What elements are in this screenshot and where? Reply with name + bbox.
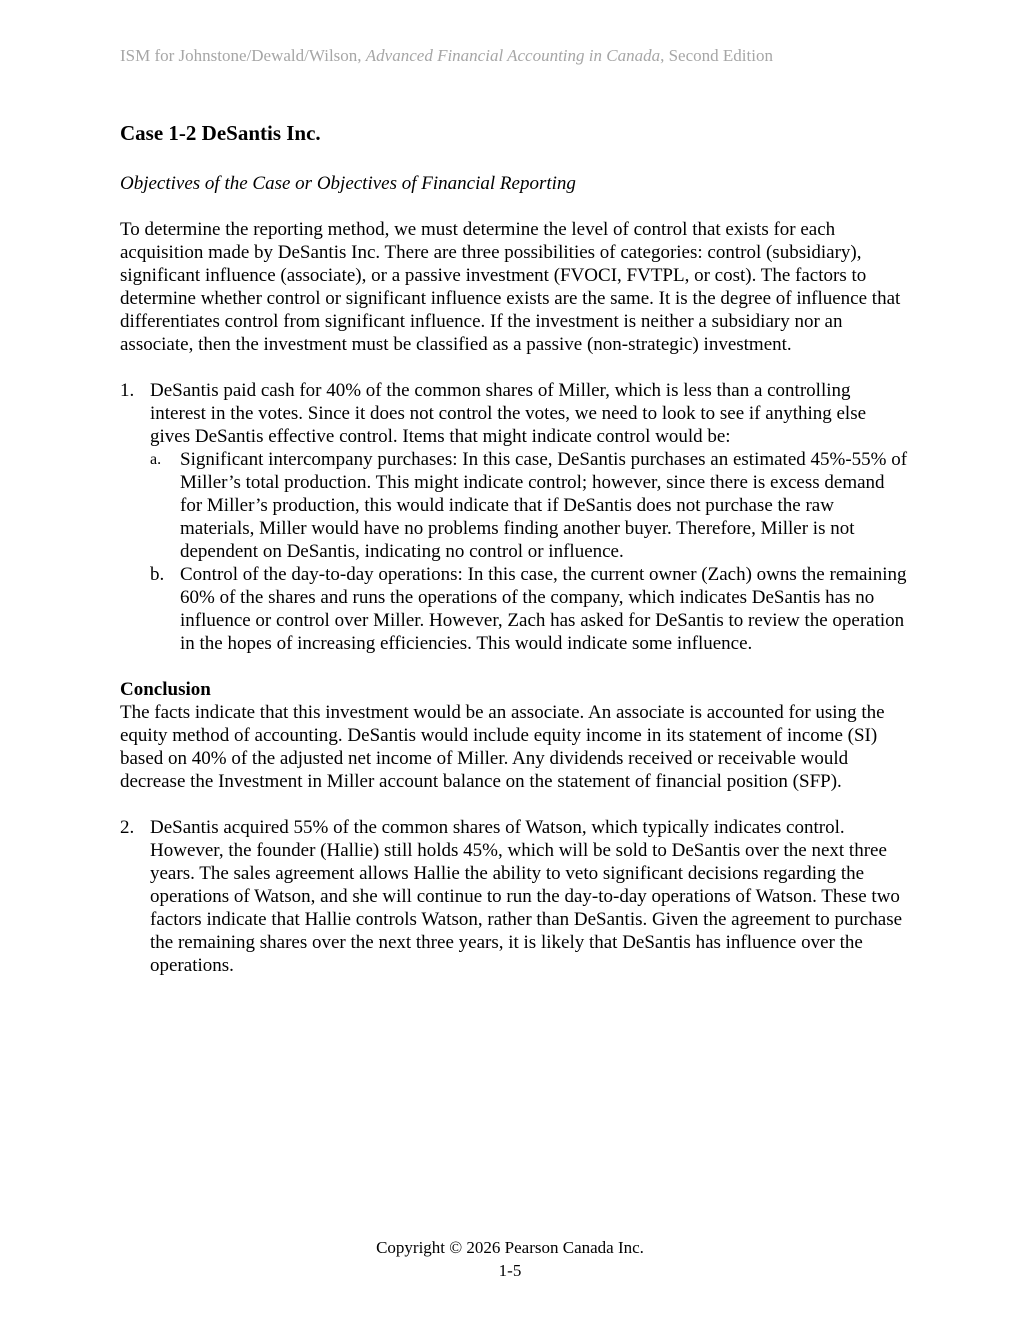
running-header: [120, 46, 773, 66]
sub-item-b-letter: b.: [150, 564, 165, 585]
list-item-2-text: DeSantis acquired 55% of the common shares of Watson, which typically indicates control. However, the founder (Hallie) still holds 45%, which will be sold to DeSantis over the next three years. The sales agreement allows Hallie the ability to veto significant decisions regarding the operations of Watson, and she will continue to run the day-to-day operations of Watson. These two factors indicate that Hallie controls Watson, rather than DeSantis. Given the agreement to purchase the remaining shares over the next three years, it is likely that DeSantis has influence over the operations.: [150, 817, 903, 976]
list-item-2: [120, 816, 910, 977]
sub-item-b: [150, 563, 910, 655]
header-suffix: , Second Edition: [660, 46, 773, 65]
sub-item-b-text: Control of the day-to-day operations: In this case, the current owner (Zach) owns the remaining 60% of the shares and runs the operations of the company, which indicates DeSantis has no influence or control over Miller. However, Zach has asked for DeSantis to review the operation in the hopes of increasing efficiencies. This would indicate some influence.: [180, 564, 907, 654]
case-title: Case 1-2 DeSantis Inc.: [120, 121, 321, 145]
header-prefix: ISM for Johnstone/Dewald/Wilson,: [120, 46, 366, 65]
sub-item-a: [150, 448, 910, 563]
list-item-1: [120, 379, 910, 655]
list-item-1-number: 1.: [120, 380, 135, 401]
objectives-subtitle: Objectives of the Case or Objectives of Financial Reporting: [120, 173, 576, 194]
conclusion-text: The facts indicate that this investment would be an associate. An associate is accounted for using the equity method of accounting. DeSantis would include equity income in its statement of income (SI) based on 40% of the adjusted net income of Miller. Any dividends received or receivable would decrease the Investment in Miller account balance on the statement of financial position (SFP).: [120, 702, 885, 792]
page-footer: [0, 1236, 1020, 1282]
list-item-2-number: 2.: [120, 817, 135, 838]
document-body: [120, 118, 910, 977]
sub-item-a-text: Significant intercompany purchases: In this case, DeSantis purchases an estimated 45%-55% of Miller’s total production. This might indicate control; however, since there is excess demand for Miller’s production, this would indicate that if DeSantis does not purchase the raw materials, Miller would have no problems finding another buyer. Therefore, Miller is not dependent on DeSantis, indicating no control or influence.: [180, 449, 908, 562]
conclusion-heading: Conclusion: [120, 679, 211, 700]
page-number: 1-5: [498, 1261, 522, 1280]
intro-paragraph: To determine the reporting method, we must determine the level of control that exists for each acquisition made by DeSantis Inc. There are three possibilities of categories: control (subsidiary), significant influence (associate), or a passive investment (FVOCI, FVTPL, or cost). The factors to determine whether control or significant influence exists are the same. It is the degree of influence that differentiates control from significant influence. If the investment is neither a subsidiary nor an associate, then the investment must be classified as a passive (non-strategic) investment.: [120, 219, 901, 355]
copyright-text: Copyright © 2026 Pearson Canada Inc.: [376, 1238, 644, 1257]
sub-item-a-letter: a.: [150, 451, 162, 468]
list-item-1-text: DeSantis paid cash for 40% of the common shares of Miller, which is less than a controlling interest in the votes. Since it does not control the votes, we need to look to see if anything else gives DeSantis effective control. Items that might indicate control would be:: [150, 380, 867, 447]
header-book-title: Advanced Financial Accounting in Canada: [365, 46, 661, 65]
